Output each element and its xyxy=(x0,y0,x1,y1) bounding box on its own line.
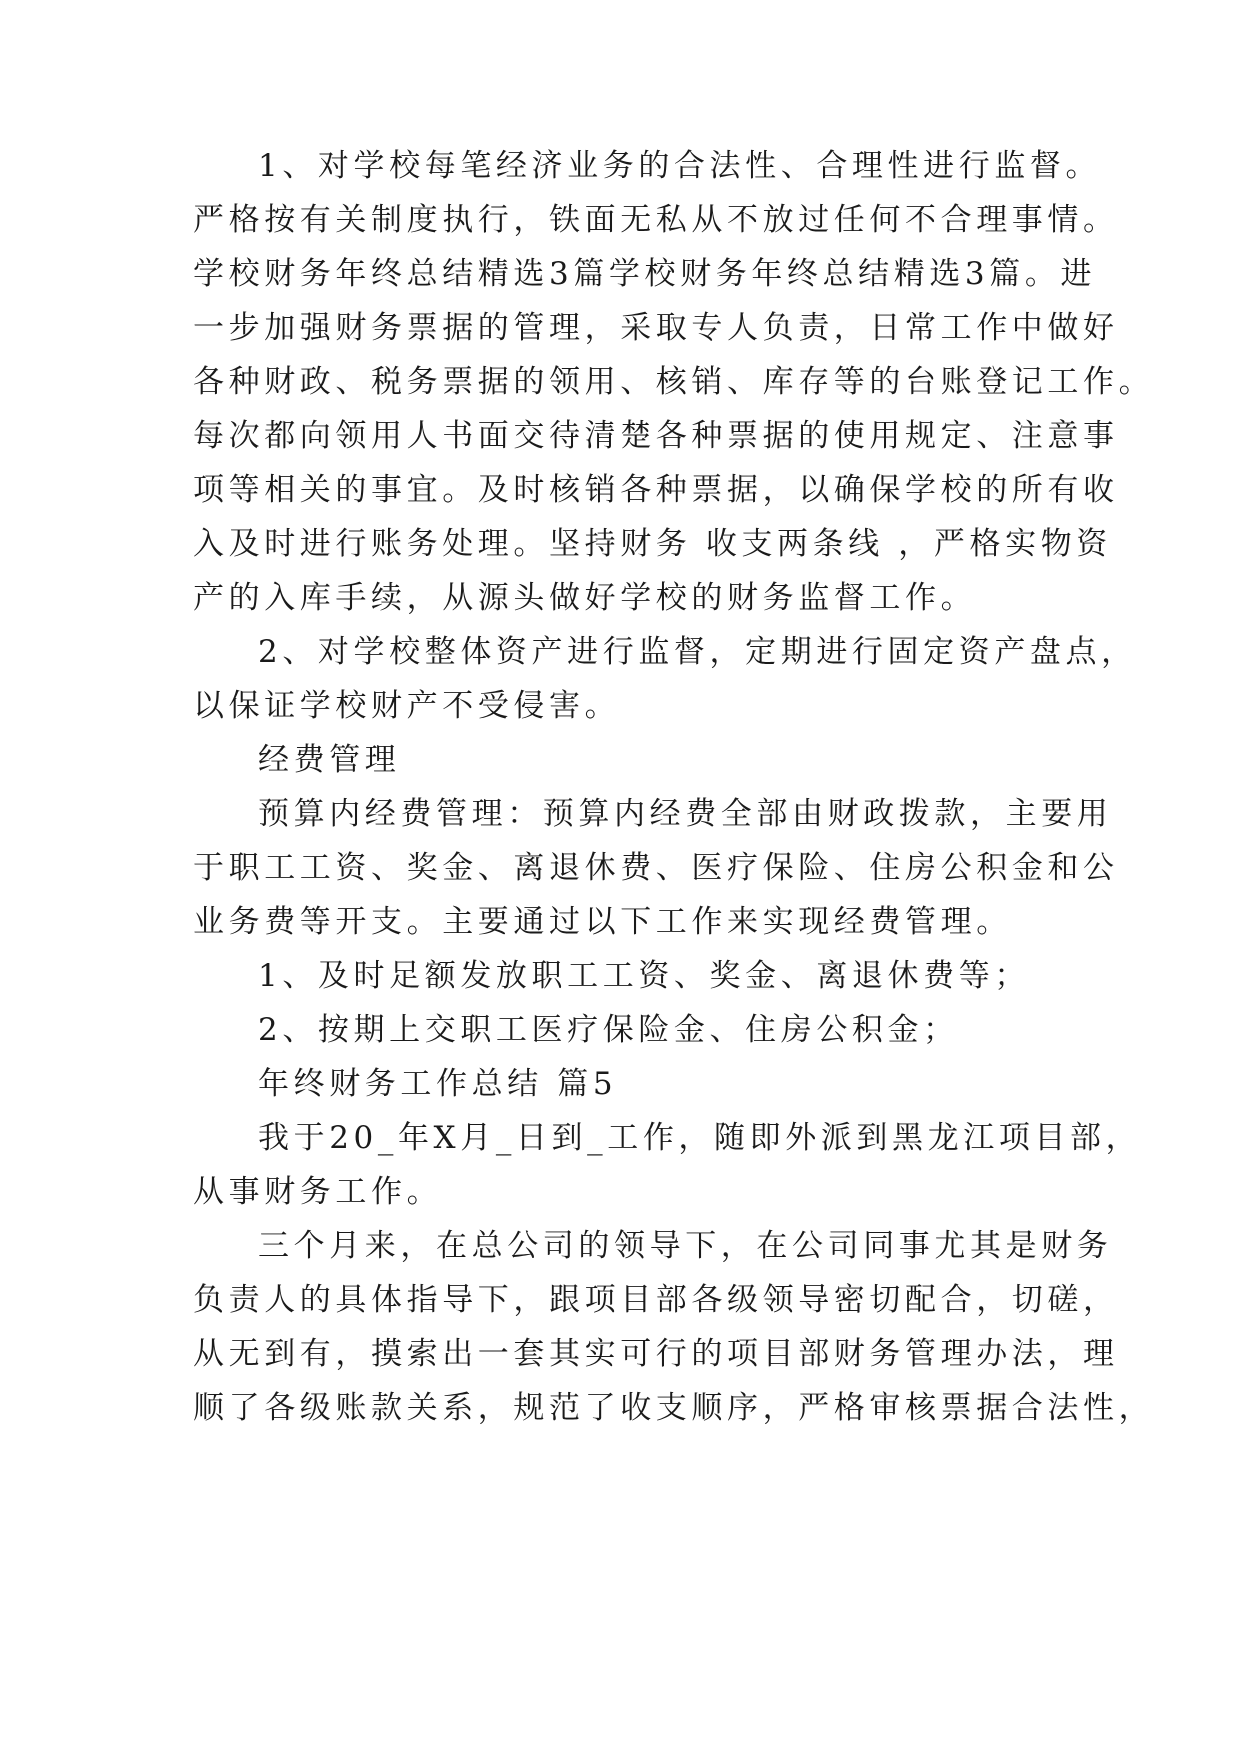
text-line: 一步加强财务票据的管理，采取专人负责，日常工作中做好 xyxy=(193,310,1119,346)
text-line: 2、对学校整体资产进行监督，定期进行固定资产盘点， xyxy=(258,634,1137,670)
text-line: 产的入库手续，从源头做好学校的财务监督工作。 xyxy=(193,580,977,616)
text-line: 三个月来，在总公司的领导下，在公司同事尤其是财务 xyxy=(258,1228,1113,1264)
text-line: 2、按期上交职工医疗保险金、住房公积金； xyxy=(258,1012,959,1048)
section-heading: 年终财务工作总结 篇5 xyxy=(258,1066,618,1102)
text-line: 从无到有，摸索出一套其实可行的项目部财务管理办法，理 xyxy=(193,1336,1119,1372)
text-line: 顺了各级账款关系，规范了收支顺序，严格审核票据合法性， xyxy=(193,1390,1155,1426)
text-line: 负责人的具体指导下，跟项目部各级领导密切配合，切磋， xyxy=(193,1282,1119,1318)
text-line: 1、对学校每笔经济业务的合法性、合理性进行监督。 xyxy=(258,148,1102,184)
text-line: 预算内经费管理：预算内经费全部由财政拨款，主要用 xyxy=(258,796,1113,832)
text-line: 入及时进行账务处理。坚持财务 收支两条线 ，严格实物资 xyxy=(193,526,1112,562)
text-line: 严格按有关制度执行，铁面无私从不放过任何不合理事情。 xyxy=(193,202,1119,238)
text-line: 项等相关的事宜。及时核销各种票据，以确保学校的所有收 xyxy=(193,472,1119,508)
text-line: 各种财政、税务票据的领用、核销、库存等的台账登记工作。 xyxy=(193,364,1155,400)
text-line: 业务费等开支。主要通过以下工作来实现经费管理。 xyxy=(193,904,1012,940)
text-line: 学校财务年终总结精选3篇学校财务年终总结精选3篇。进 xyxy=(193,256,1097,292)
text-line: 我于20_年X月_日到_工作，随即外派到黑龙江项目部， xyxy=(258,1120,1142,1156)
text-line: 以保证学校财产不受侵害。 xyxy=(193,688,621,724)
text-line: 从事财务工作。 xyxy=(193,1174,443,1210)
text-line: 1、及时足额发放职工工资、奖金、离退休费等； xyxy=(258,958,1030,994)
text-line: 于职工工资、奖金、离退休费、医疗保险、住房公积金和公 xyxy=(193,850,1119,886)
section-heading: 经费管理 xyxy=(258,742,401,778)
text-line: 每次都向领用人书面交待清楚各种票据的使用规定、注意事 xyxy=(193,418,1119,454)
